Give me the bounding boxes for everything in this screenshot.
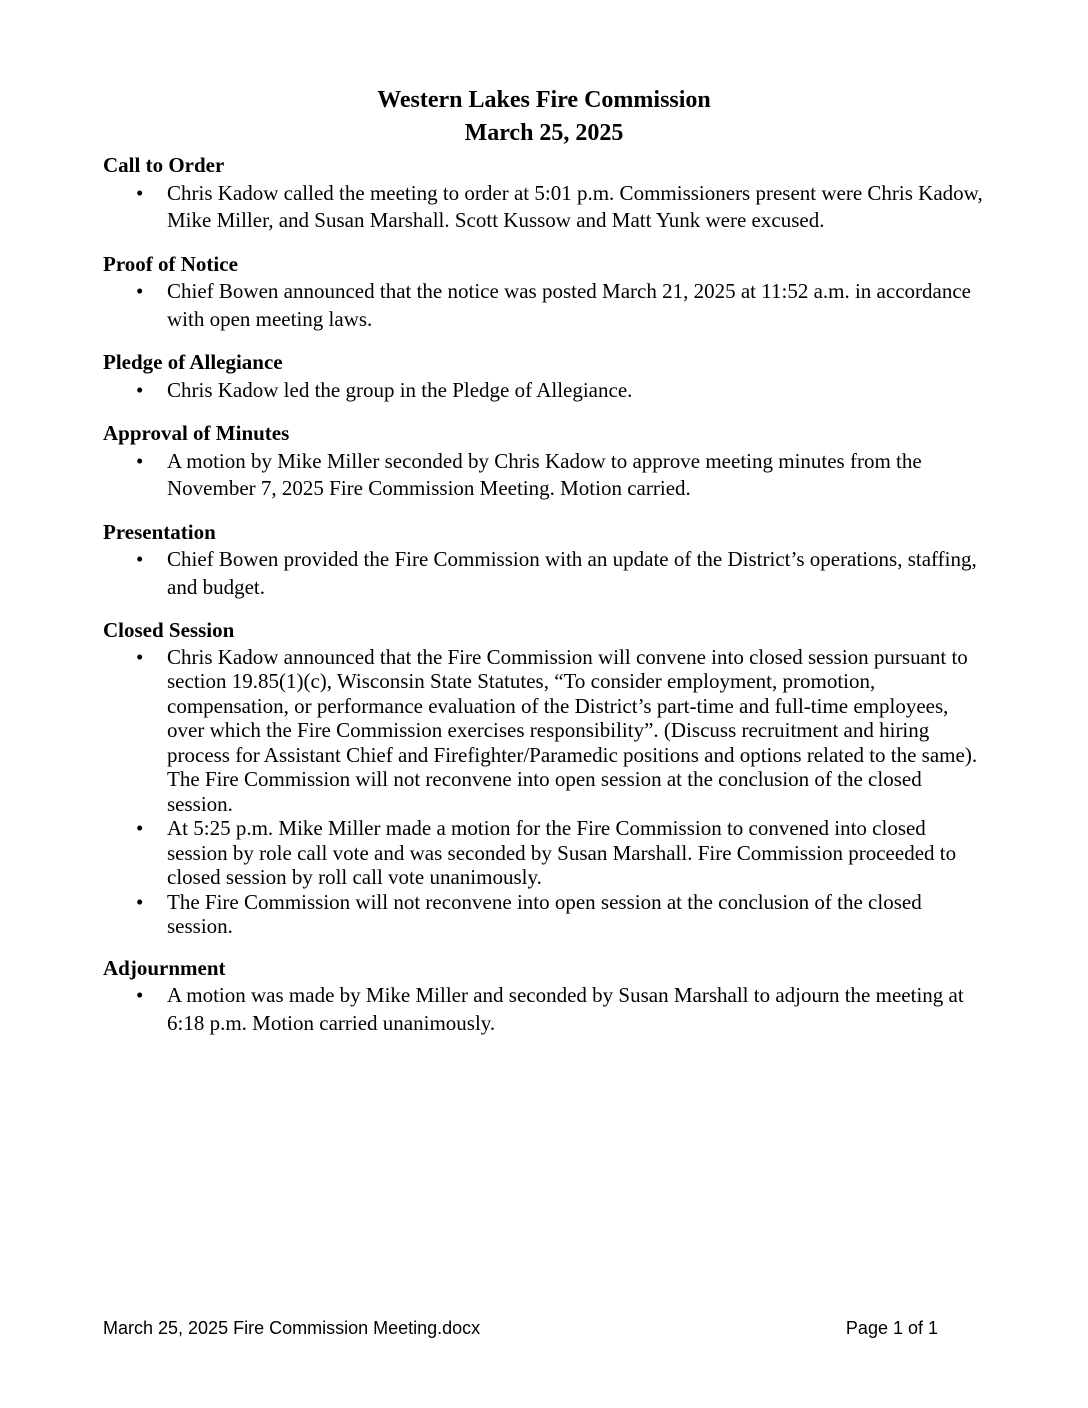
section-heading: Adjournment <box>103 955 226 980</box>
section-proof-of-notice <box>103 251 985 334</box>
bullet-item: • A motion by Mike Miller seconded by Chris Kadow to approve meeting minutes from the November 7, 2025 Fire Commission Meeting. Motion carried. <box>103 448 985 503</box>
section-pledge-of-allegiance <box>103 349 985 404</box>
bullet-item: • Chris Kadow called the meeting to order at 5:01 p.m. Commissioners present were Chris Kadow, Mike Miller, and Susan Marshall. Scott Kussow and Matt Yunk were excused. <box>103 180 985 235</box>
bullet-list <box>103 448 985 503</box>
bullet-item: • The Fire Commission will not reconvene into open session at the conclusion of the closed session. <box>103 890 985 939</box>
bullet-list <box>103 645 985 939</box>
document-date: March 25, 2025 <box>464 120 624 146</box>
bullet-item: • Chris Kadow led the group in the Pledge of Allegiance. <box>103 377 985 405</box>
section-adjournment <box>103 955 985 1038</box>
page-footer <box>103 1316 938 1340</box>
sections-container <box>103 152 985 1037</box>
title-block <box>103 84 985 150</box>
bullet-item: • Chris Kadow announced that the Fire Commission will convene into closed session pursuant to section 19.85(1)(c), Wisconsin State Statutes, “To consider employment, promotion, compensation, or performance evaluation of the District’s part-time and full-time employees, over which the Fire Commission exercises responsibility”. (Discuss recruitment and hiring process for Assistant Chief and Firefighter/Paramedic positions and options related to the same). The Fire Commission will not reconvene into open session at the conclusion of the closed session. <box>103 645 985 817</box>
section-heading: Presentation <box>103 519 216 544</box>
section-presentation <box>103 519 985 602</box>
bullet-list <box>103 982 985 1037</box>
section-heading: Closed Session <box>103 618 235 642</box>
section-approval-of-minutes <box>103 420 985 503</box>
section-call-to-order <box>103 152 985 235</box>
section-heading: Pledge of Allegiance <box>103 350 283 374</box>
document-title: Western Lakes Fire Commission <box>377 87 711 113</box>
section-heading: Approval of Minutes <box>103 421 290 445</box>
bullet-item: • A motion was made by Mike Miller and seconded by Susan Marshall to adjourn the meeting at 6:18 p.m. Motion carried unanimously. <box>103 982 985 1037</box>
bullet-list <box>103 278 985 333</box>
footer-filename: March 25, 2025 Fire Commission Meeting.docx <box>103 1318 481 1338</box>
bullet-item: • At 5:25 p.m. Mike Miller made a motion for the Fire Commission to convened into closed session by role call vote and was seconded by Susan Marshall. Fire Commission proceeded to closed session by roll call vote unanimously. <box>103 816 985 890</box>
bullet-list <box>103 180 985 235</box>
section-heading: Call to Order <box>103 153 225 177</box>
section-closed-session <box>103 617 985 939</box>
bullet-list <box>103 377 985 405</box>
bullet-item: • Chief Bowen announced that the notice was posted March 21, 2025 at 11:52 a.m. in accordance with open meeting laws. <box>103 278 985 333</box>
section-heading: Proof of Notice <box>103 251 238 276</box>
bullet-item: • Chief Bowen provided the Fire Commission with an update of the District’s operations, staffing, and budget. <box>103 546 985 601</box>
bullet-list <box>103 546 985 601</box>
footer-page-number: Page 1 of 1 <box>845 1318 938 1338</box>
